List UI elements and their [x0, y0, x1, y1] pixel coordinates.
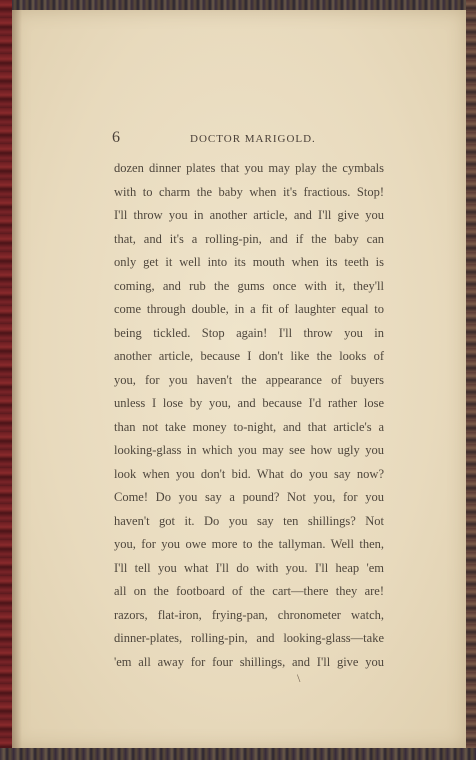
text-line: looking-glass in which you may see how ugly you: [114, 443, 384, 457]
text-line: dinner-plates, rolling-pin, and looking-glass—take: [114, 631, 384, 645]
text-line: Come! Do you say a pound? Not you, for you: [114, 490, 384, 504]
binding-edge-left: [0, 0, 12, 760]
body-text: [114, 157, 384, 674]
binding-edge-right: [466, 0, 476, 760]
text-line: you, for you owe more to the tallyman. Well then,: [114, 537, 384, 551]
text-line: all on the footboard of the cart—there they are!: [114, 584, 384, 598]
text-line: come through double, in a fit of laughter equal to: [114, 302, 384, 316]
page-header: [112, 128, 380, 150]
text-line: being tickled. Stop again! I'll throw you in: [114, 325, 384, 340]
text-line: only get it well into its mouth when its teeth is: [114, 255, 384, 269]
binding-edge-top: [0, 0, 476, 10]
stray-mark: \: [297, 671, 301, 685]
text-line: with to charm the baby when it's fractious. Stop!: [114, 184, 384, 199]
text-line: than not take money to-night, and that article's a: [114, 419, 384, 434]
text-line: look when you don't bid. What do you say now?: [114, 466, 384, 481]
running-head: DOCTOR MARIGOLD.: [190, 133, 316, 145]
text-line: haven't got it. Do you say ten shillings? Not: [114, 513, 384, 528]
page-gutter-shadow: [12, 10, 22, 748]
page-number: 6: [112, 129, 120, 146]
text-line: dozen dinner plates that you may play the cymbals: [114, 161, 384, 175]
text-line: coming, and rub the gums once with it, they'll: [114, 278, 384, 293]
text-line: another article, because I don't like the looks of: [114, 349, 384, 363]
text-line: unless I lose by you, and because I'd rather lose: [114, 396, 384, 410]
text-line: I'll throw you in another article, and I'll give you: [114, 208, 384, 222]
text-line: I'll tell you what I'll do with you. I'll heap 'em: [114, 560, 384, 575]
text-line: you, for you haven't the appearance of buyers: [114, 372, 384, 387]
text-line: razors, flat-iron, frying-pan, chronometer watch,: [114, 607, 384, 622]
text-line: 'em all away for four shillings, and I'll give you: [114, 654, 384, 669]
text-line: that, and it's a rolling-pin, and if the baby can: [114, 231, 384, 246]
binding-edge-bottom: [0, 748, 476, 760]
